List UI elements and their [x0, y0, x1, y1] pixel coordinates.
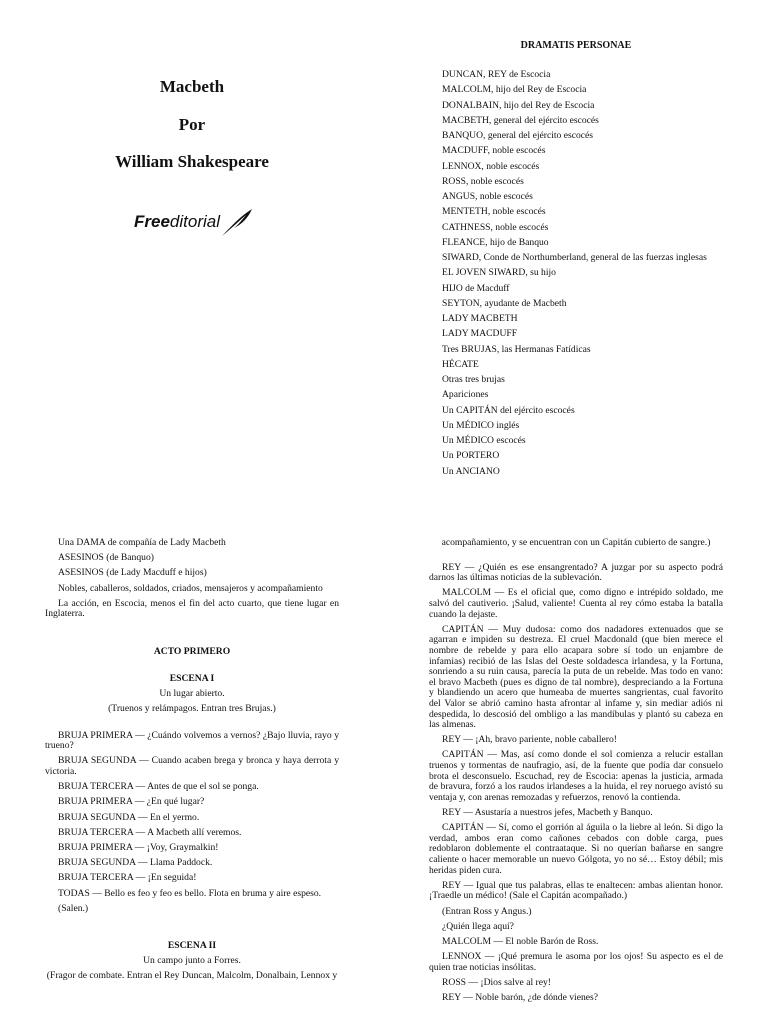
by-line: Por — [178, 115, 206, 134]
stage-continuation: acompañamiento, y se encuentran con un Capitán cubierto de sangre.) — [441, 537, 711, 548]
cast-item: DUNCAN, REY de Escocia — [442, 69, 551, 80]
quill-icon — [220, 208, 254, 238]
scene-2-heading: ESCENA II — [167, 939, 217, 951]
setting-note: La acción, en Escocia, menos el fin del acto cuarto, que tiene lugar en Inglaterra. — [45, 597, 339, 620]
dialogue-line: MALCOLM — El noble Barón de Ross. — [442, 935, 599, 947]
dialogue-line: BRUJA TERCERA — Antes de que el sol se ponga. — [58, 781, 259, 793]
cast-item: HÉCATE — [442, 358, 479, 370]
dramatis-personae-page — [384, 0, 768, 512]
act-heading: ACTO PRIMERO — [153, 645, 231, 657]
cast-item: MACBETH, general del ejército escocés — [442, 114, 599, 126]
cast-item: ROSS, noble escocés — [442, 175, 524, 187]
cast-item: Nobles, caballeros, soldados, criados, mensajeros y acompañamiento — [58, 582, 323, 594]
cast-item: Un ANCIANO — [442, 465, 500, 477]
cast-item: Una DAMA de compañía de Lady Macbeth — [58, 537, 226, 548]
scene-2-stage: (Fragor de combate. Entran el Rey Duncan, Malcolm, Donalbain, Lennox y — [46, 969, 338, 981]
cast-item: EL JOVEN SIWARD, su hijo — [442, 267, 556, 279]
cast-item: Un MÉDICO inglés — [442, 419, 520, 431]
dialogue-line: BRUJA SEGUNDA — En el yermo. — [58, 811, 200, 823]
cast-item: Otras tres brujas — [442, 374, 505, 385]
scene-1-place: Un lugar abierto. — [159, 687, 225, 699]
dialogue-line: ROSS — ¡Dios salve al rey! — [442, 976, 551, 988]
cast-item: LADY MACDUFF — [442, 328, 518, 340]
cast-item: Un MÉDICO escocés — [442, 435, 526, 446]
left-column — [45, 538, 339, 986]
title-page — [0, 0, 384, 512]
cast-item: Un CAPITÁN del ejército escocés — [442, 404, 575, 416]
scene-1-heading: ESCENA I — [169, 672, 215, 684]
cast-item: ASESINOS (de Lady Macduff e hijos) — [58, 567, 207, 579]
cast-item: DONALBAIN, hijo del Rey de Escocia — [442, 99, 595, 111]
dialogue-line: REY — Asustaría a nuestros jefes, Macbeth y Banquo. — [442, 807, 653, 819]
dialogue-line: REY — Noble barón, ¿de dónde vienes? — [442, 992, 599, 1004]
dialogue-line: CAPITÁN — Muy dudosa: como dos nadadores extenuados que se agarran e impiden su destreza. El cruel Macdonald (que bien merece el nombre de rebelde y para ello acapara sobre sí todo un enjambre de infamias) recibió de las Islas del Oeste soldadesca irlandesa, y la Fortuna, sonriendo a su ruin causa, parecía la puta de un rebelde. Mas todo en vano: el bravo Macbeth (pues es digno de tal nombre), despreciando a la Fortuna y blandiendo un acero que humeaba de muertes sangrientas, cual favorito del Valor se abrió camino hasta afrontar al infame y, sin mediar adiós ni despedida, lo descosió del ombligo a las mandíbulas y plantó su cabeza en las almenas. — [429, 623, 723, 731]
cast-item: Apariciones — [442, 389, 489, 401]
dialogue-line: ¿Quién llega aquí? — [442, 920, 514, 932]
cast-item: SEYTON, ayudante de Macbeth — [442, 297, 567, 309]
dialogue-line: (Salen.) — [58, 902, 89, 914]
scene-2-place: Un campo junto a Forres. — [143, 955, 241, 967]
dialogue-line: CAPITÁN — Mas, así como donde el sol comienza a relucir estallan truenos y tormentas de naufragio, así, de la fuente que podía dar consuelo brota el desconsuelo. Escuchad, rey de Escocia: apenas la justicia, armada de bravura, forzó a los raudos irlandeses a la huida, el rey noruego avistó su ventaja y, con arenas remozadas y refuerzos, renovó la contienda. — [429, 749, 723, 803]
dialogue-line: TODAS — Bello es feo y feo es bello. Flota en bruma y aire espeso. — [58, 887, 322, 899]
dramatis-title: DRAMATIS PERSONAE — [520, 40, 632, 51]
author-name: William Shakespeare — [115, 152, 269, 171]
dialogue-line: BRUJA PRIMERA — ¿En qué lugar? — [58, 796, 205, 808]
right-column — [429, 538, 723, 1008]
cast-item: Tres BRUJAS, las Hermanas Fatídicas — [442, 343, 591, 355]
dialogue-line: REY — ¡Ah, bravo pariente, noble caballero! — [442, 734, 617, 746]
cast-item: LADY MACBETH — [442, 313, 518, 324]
dialogue-line: REY — ¿Quién es ese ensangrentado? A juzgar por su aspecto podrá darnos las últimas noticias de la sublevación. — [429, 561, 723, 584]
dialogue-line: BRUJA SEGUNDA — Llama Paddock. — [58, 857, 213, 869]
dialogue-line: CAPITÁN — Sí, como el gorrión al águila o la liebre al león. Si digo la verdad, ambos eran como cañones cebados con doble carga, pues redoblaron doblemente el contraataque. Si no querían bañarse en sangre caliente o hacer memorable un nuevo Gólgota, yo no sé… Estoy débil; mis heridas piden cura. — [429, 822, 723, 876]
cast-list — [442, 67, 707, 479]
cast-item: Un PORTERO — [442, 450, 500, 462]
cast-item: ASESINOS (de Banquo) — [58, 552, 154, 564]
cast-item: BANQUO, general del ejército escocés — [442, 130, 594, 141]
logo-ditorial-text: ditorial — [169, 212, 221, 231]
cast-item: LENNOX, noble escocés — [442, 160, 540, 172]
dialogue-line: LENNOX — ¡Qué premura le asoma por los ojos! Su aspecto es el de quien trae noticias insólitas. — [429, 951, 723, 973]
dialogue-line: BRUJA TERCERA — ¡En seguida! — [58, 872, 197, 884]
cast-item: HIJO de Macduff — [442, 282, 510, 294]
cast-item: SIWARD, Conde de Northumberland, general de las fuerzas inglesas — [442, 252, 707, 263]
cast-item: CATHNESS, noble escocés — [442, 221, 549, 233]
dialogue-line: MALCOLM — Es el oficial que, como digno e intrépido soldado, me salvó del cautiverio. ¡Salud, valiente! Cuenta al rey cómo estaba la batalla cuando la dejaste. — [429, 587, 723, 620]
freeditorial-logo — [134, 212, 254, 242]
cast-item: ANGUS, noble escocés — [442, 191, 533, 202]
dialogue-line: BRUJA SEGUNDA — Cuando acaben brega y bronca y haya derrota y victoria. — [45, 755, 339, 778]
dialogue-line: BRUJA TERCERA — A Macbeth allí veremos. — [58, 826, 242, 838]
dialogue-line: REY — Igual que tus palabras, ellas te enaltecen: ambas alientan honor. ¡Traedle un médico! (Sale el Capitán acompañado.) — [429, 879, 723, 902]
cast-item: FLEANCE, hijo de Banquo — [442, 236, 549, 248]
book-title: Macbeth — [159, 77, 225, 96]
cast-item: MENTETH, noble escocés — [442, 206, 546, 218]
cast-item: MACDUFF, noble escocés — [442, 145, 546, 157]
dialogue-line: BRUJA PRIMERA — ¿Cuándo volvemos a vernos? ¿Bajo lluvia, rayo y trueno? — [45, 729, 339, 752]
dialogue-line: (Entran Ross y Angus.) — [442, 905, 532, 917]
scene-1-stage: (Truenos y relámpagos. Entran tres Brujas.) — [108, 702, 276, 714]
cast-item: MALCOLM, hijo del Rey de Escocia — [442, 84, 587, 96]
dialogue-line: BRUJA PRIMERA — ¡Voy, Graymalkin! — [58, 842, 219, 853]
logo-free-text: Free — [134, 212, 170, 231]
